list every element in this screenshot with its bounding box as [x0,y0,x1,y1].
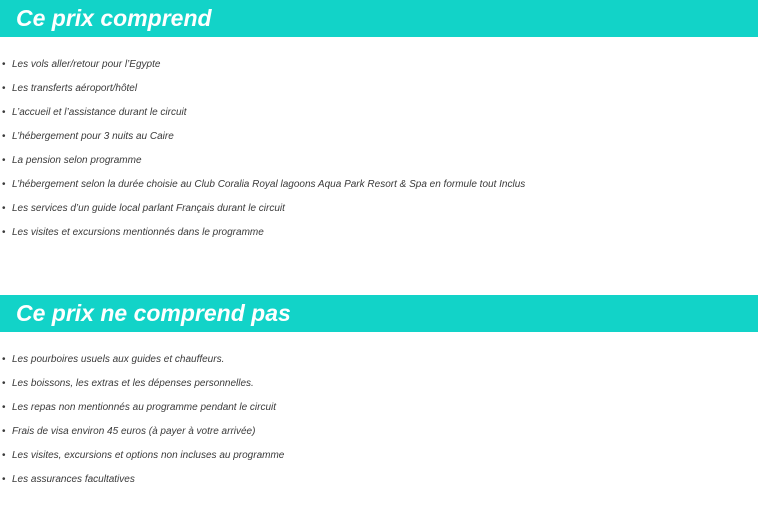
list-item [0,468,758,492]
list-item-text: La pension selon programme [12,155,142,166]
section-header-excludes [0,295,758,332]
list-item [0,173,758,197]
bullet-icon: • [2,131,6,142]
bullet-icon: • [2,59,6,70]
list-item-text: L’hébergement selon la durée choisie au Club Coralia Royal lagoons Aqua Park Resort & Spa en formule tout Inclus [12,179,526,190]
bullet-icon: • [2,83,6,94]
list-item [0,101,758,125]
includes-list [0,53,758,245]
bullet-icon: • [2,203,6,214]
bullet-icon: • [2,450,6,461]
list-item [0,372,758,396]
bullet-icon: • [2,179,6,190]
list-item [0,197,758,221]
list-item-text: Les vols aller/retour pour l’Egypte [12,59,161,70]
list-item-text: Les pourboires usuels aux guides et chauffeurs. [12,354,225,365]
bullet-icon: • [2,378,6,389]
list-item-text: L’hébergement pour 3 nuits au Caire [12,131,174,142]
list-item [0,396,758,420]
section-header-includes [0,0,758,37]
list-item [0,149,758,173]
list-item-text: Frais de visa environ 45 euros (à payer à votre arrivée) [12,426,256,437]
bullet-icon: • [2,227,6,238]
list-item [0,420,758,444]
list-item [0,53,758,77]
bullet-icon: • [2,107,6,118]
excludes-list [0,348,758,492]
list-item [0,444,758,468]
section-title-includes: Ce prix comprend [16,5,212,31]
list-item-text: Les boissons, les extras et les dépenses personnelles. [12,378,254,389]
list-item [0,125,758,149]
list-item-text: Les services d’un guide local parlant Français durant le circuit [12,203,285,214]
list-item-text: Les visites et excursions mentionnés dans le programme [12,227,264,238]
list-item [0,221,758,245]
list-item-text: Les visites, excursions et options non incluses au programme [12,450,285,461]
list-item [0,77,758,101]
section-title-excludes: Ce prix ne comprend pas [16,300,291,326]
bullet-icon: • [2,426,6,437]
bullet-icon: • [2,474,6,485]
list-item [0,348,758,372]
list-item-text: Les assurances facultatives [12,474,135,485]
bullet-icon: • [2,155,6,166]
list-item-text: Les transferts aéroport/hôtel [12,83,138,94]
list-item-text: Les repas non mentionnés au programme pendant le circuit [12,402,277,413]
bullet-icon: • [2,402,6,413]
list-item-text: L’accueil et l’assistance durant le circuit [12,107,187,118]
bullet-icon: • [2,354,6,365]
